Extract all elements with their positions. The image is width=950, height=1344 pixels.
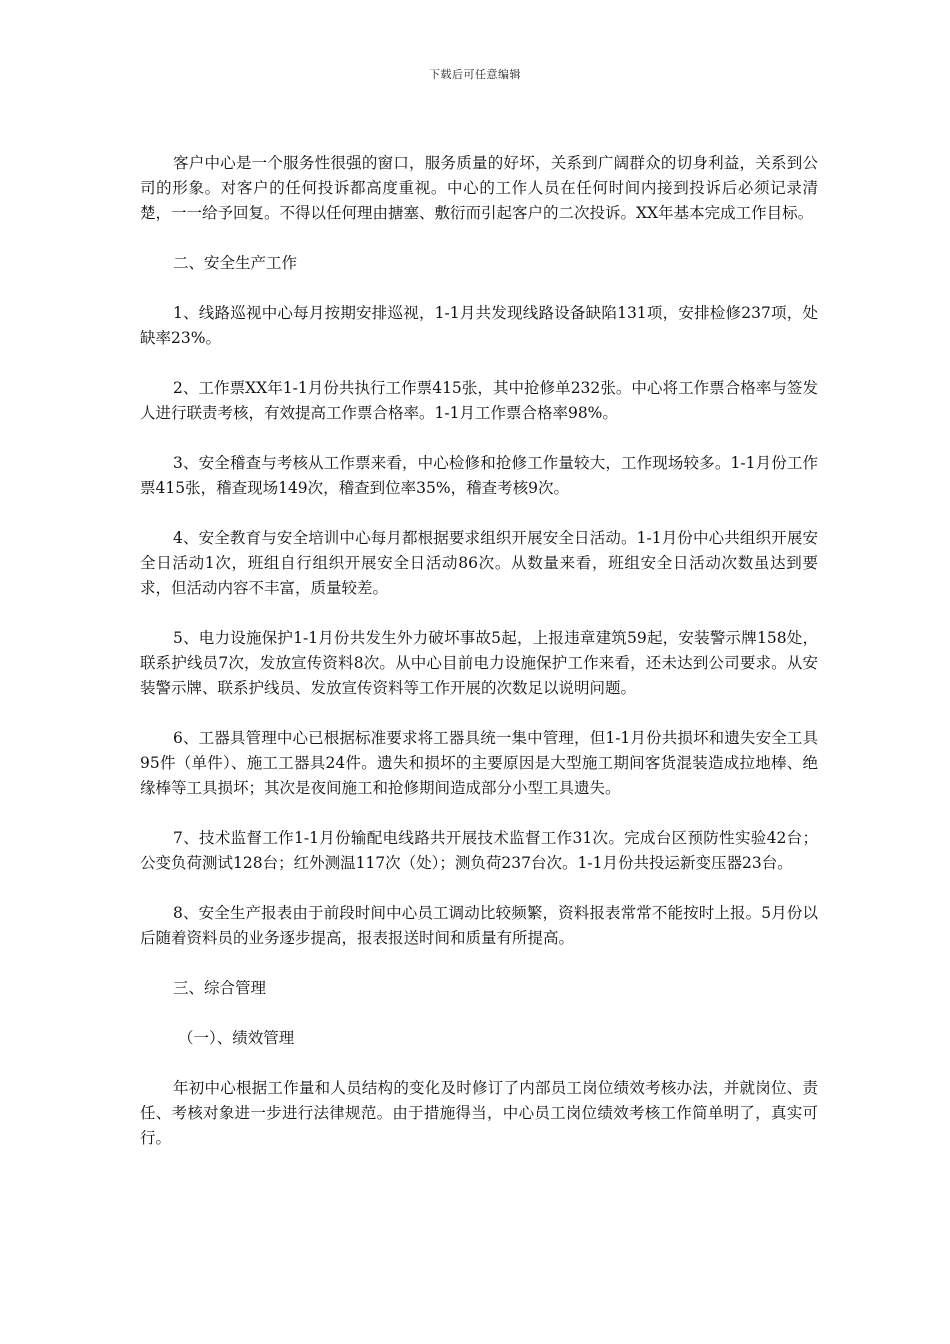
paragraph-performance: 年初中心根据工作量和人员结构的变化及时修订了内部员工岗位绩效考核办法，并就岗位、责任、考核对象进一步进行法律规范。由于措施得当，中心员工岗位绩效考核工作简单明了，真实可行。 xyxy=(140,1079,818,1147)
paragraph-item-2: 2、工作票XX年1-1月份共执行工作票415张，其中抢修单232张。中心将工作票合格率与签发人进行联责考核，有效提高工作票合格率。1-1月工作票合格率98%。 xyxy=(140,379,818,422)
paragraph-item-4: 4、安全教育与安全培训中心每月都根据要求组织开展安全日活动。1-1月份中心共组织开展安全日活动1次，班组自行组织开展安全日活动86次。从数量来看，班组安全日活动次数虽达到要求，但活动内容不丰富，质量较差。 xyxy=(140,529,818,597)
document-body xyxy=(140,151,818,1151)
paragraph-item-8: 8、安全生产报表由于前段时间中心员工调动比较频繁，资料报表常常不能按时上报。5月份以后随着资料员的业务逐步提高，报表报送时间和质量有所提高。 xyxy=(140,904,818,947)
section-heading-safety: 二、安全生产工作 xyxy=(173,254,298,272)
header-note: 下载后可任意编辑 xyxy=(429,68,521,81)
section-heading-management: 三、综合管理 xyxy=(173,979,267,997)
subsection-heading-performance: （一）、绩效管理 xyxy=(178,1029,295,1047)
paragraph-item-5: 5、电力设施保护1-1月份共发生外力破坏事故5起，上报违章建筑59起，安装警示牌158处，联系护线员7次，发放宣传资料8次。从中心目前电力设施保护工作来看，还未达到公司要求。从安装警示牌、联系护线员、发放宣传资料等工作开展的次数足以说明问题。 xyxy=(140,629,818,697)
paragraph-item-3: 3、安全稽查与考核从工作票来看，中心检修和抢修工作量较大，工作现场较多。1-1月份工作票415张，稽查现场149次，稽查到位率35%，稽查考核9次。 xyxy=(140,454,818,497)
paragraph-item-1: 1、线路巡视中心每月按期安排巡视，1-1月共发现线路设备缺陷131项，安排检修237项，处缺率23%。 xyxy=(140,304,818,347)
paragraph-intro: 客户中心是一个服务性很强的窗口，服务质量的好坏，关系到广阔群众的切身利益，关系到公司的形象。对客户的任何投诉都高度重视。中心的工作人员在任何时间内接到投诉后必须记录清楚，一一给予回复。不得以任何理由搪塞、敷衍而引起客户的二次投诉。XX年基本完成工作目标。 xyxy=(140,154,818,222)
paragraph-item-6: 6、工器具管理中心已根据标准要求将工器具统一集中管理，但1-1月份共损坏和遗失安全工具95件（单件）、施工工器具24件。遗失和损坏的主要原因是大型施工期间客货混装造成拉地棒、绝缘棒等工具损坏；其次是夜间施工和抢修期间造成部分小型工具遗失。 xyxy=(140,729,818,797)
paragraph-item-7: 7、技术监督工作1-1月份输配电线路共开展技术监督工作31次。完成台区预防性实验42台；公变负荷测试128台；红外测温117次（处）；测负荷237台次。1-1月份共投运新变压器23台。 xyxy=(140,829,818,872)
